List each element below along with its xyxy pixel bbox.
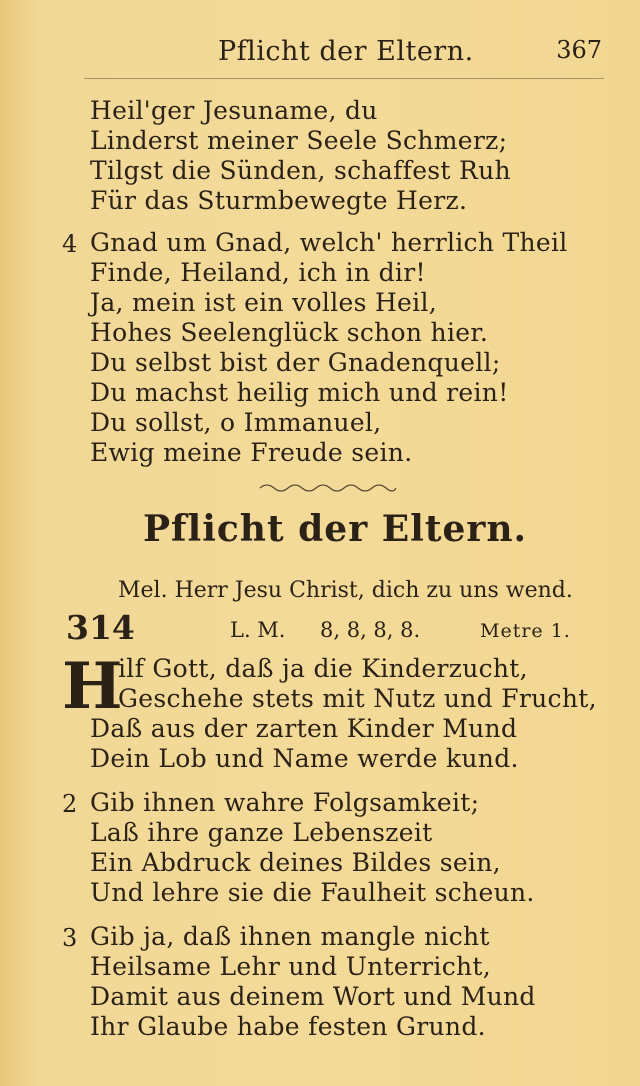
hymn-number: 314 bbox=[66, 608, 135, 647]
verse-line: Gib ja, daß ihnen mangle nicht bbox=[90, 922, 490, 951]
verse-line: Gib ihnen wahre Folgsamkeit; bbox=[90, 788, 480, 817]
stanza-number: 2 bbox=[62, 790, 78, 818]
melody-reference: Mel. Herr Jesu Christ, dich zu uns wend. bbox=[118, 578, 573, 603]
verse-line: Ja, mein ist ein volles Heil, bbox=[90, 288, 437, 317]
header-rule bbox=[84, 78, 604, 79]
verse-line: Tilgst die Sünden, schaffest Ruh bbox=[90, 156, 511, 185]
meter-label: L. M. bbox=[230, 618, 286, 642]
stanza-number: 4 bbox=[62, 230, 78, 258]
verse-line: Ein Abdruck deines Bildes sein, bbox=[90, 848, 501, 877]
verse-line: Dein Lob und Name werde kund. bbox=[90, 744, 519, 773]
verse-line: Ihr Glaube habe festen Grund. bbox=[90, 1012, 486, 1041]
verse-line: Ewig meine Freude sein. bbox=[90, 438, 413, 467]
meter-pattern: 8, 8, 8, 8. bbox=[320, 618, 421, 642]
verse-line: ilf Gott, daß ja die Kinderzucht, bbox=[118, 654, 528, 683]
stanza-number: 3 bbox=[62, 924, 78, 952]
verse-line: Damit aus deinem Wort und Mund bbox=[90, 982, 536, 1011]
verse-line: Du machst heilig mich und rein! bbox=[90, 378, 509, 407]
verse-line: Für das Sturmbewegte Herz. bbox=[90, 186, 468, 215]
hymn-header bbox=[0, 608, 640, 648]
verse-line: Heilsame Lehr und Unterricht, bbox=[90, 952, 492, 981]
page-number: 367 bbox=[556, 36, 602, 64]
section-title: Pflicht der Eltern. bbox=[142, 508, 528, 550]
verse-line: Laß ihre ganze Lebenszeit bbox=[90, 818, 433, 847]
verse-line: Daß aus der zarten Kinder Mund bbox=[90, 714, 518, 743]
ornament-divider bbox=[258, 478, 398, 498]
verse-line: Linderst meiner Seele Schmerz; bbox=[90, 126, 508, 155]
verse-line: Finde, Heiland, ich in dir! bbox=[90, 258, 426, 287]
running-title: Pflicht der Eltern. bbox=[218, 36, 474, 67]
verse-line: Heil'ger Jesuname, du bbox=[90, 96, 378, 125]
verse-line: Geschehe stets mit Nutz und Frucht, bbox=[118, 684, 597, 713]
verse-line: Und lehre sie die Faulheit scheun. bbox=[90, 878, 535, 907]
verse-line: Gnad um Gnad, welch' herrlich Theil bbox=[90, 228, 568, 257]
drop-cap: H bbox=[62, 649, 123, 724]
verse-line: Du sollst, o Immanuel, bbox=[90, 408, 382, 437]
metre-reference: Metre 1. bbox=[480, 620, 571, 642]
verse-line: Du selbst bist der Gnadenquell; bbox=[90, 348, 501, 377]
running-head bbox=[0, 36, 640, 76]
verse-line: Hohes Seelenglück schon hier. bbox=[90, 318, 489, 347]
